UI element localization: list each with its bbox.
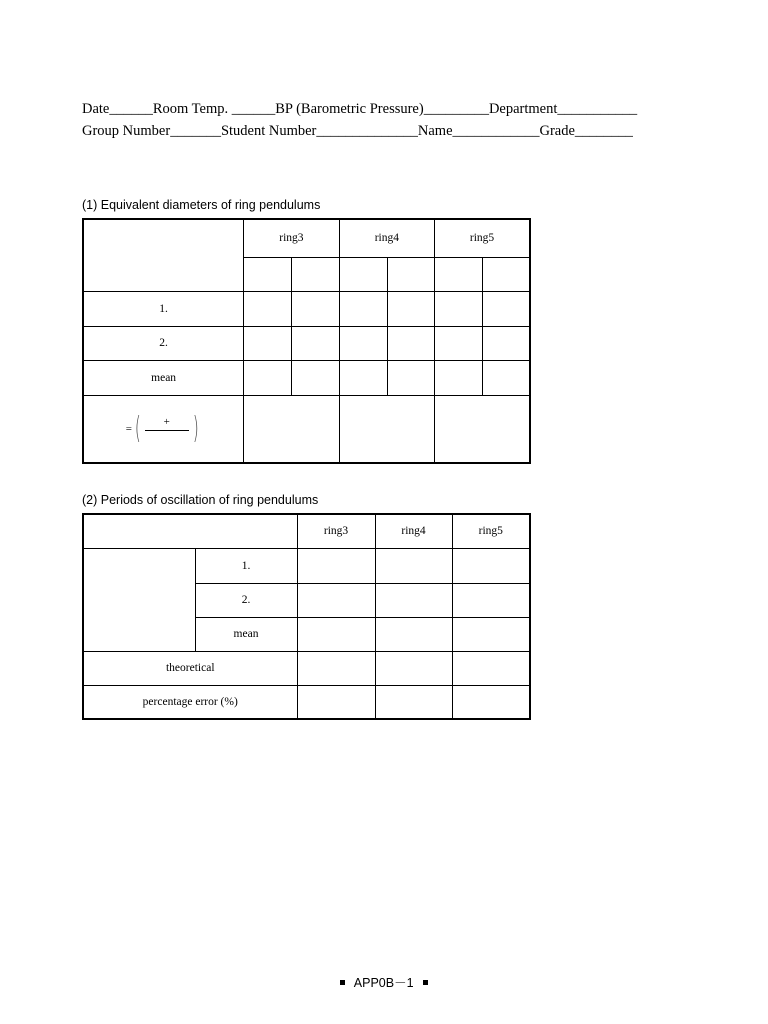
table1-formula-ring3[interactable] <box>244 395 339 463</box>
table2-cell[interactable] <box>297 685 375 719</box>
formula-equals: = <box>125 422 132 435</box>
table1-row-label: 1. <box>83 291 244 326</box>
table2-group-label-cell <box>83 548 195 651</box>
table1-cell[interactable] <box>483 360 530 395</box>
formula-plus: + <box>163 416 170 429</box>
table2-row-error <box>83 685 530 719</box>
table2-header-row <box>83 514 530 548</box>
table2-row-label: mean <box>195 617 297 651</box>
table2-error-label: percentage error (%) <box>83 685 297 719</box>
header-line-1 <box>82 101 637 118</box>
table1-cell[interactable] <box>339 291 387 326</box>
table2-cell[interactable] <box>375 583 452 617</box>
table1-cell[interactable] <box>339 257 387 291</box>
table2-corner-cell <box>83 514 297 548</box>
table1-cell[interactable] <box>435 291 483 326</box>
table1-cell[interactable] <box>292 291 339 326</box>
square-bullet-icon <box>340 980 345 985</box>
table2-row-theoretical <box>83 651 530 685</box>
table2-theoretical-label: theoretical <box>83 651 297 685</box>
section1-title: (1) Equivalent diameters of ring pendulums <box>82 198 321 212</box>
table1-cell[interactable] <box>387 257 434 291</box>
table1-cell[interactable] <box>244 326 292 360</box>
table1-cell[interactable] <box>292 257 339 291</box>
periods-table <box>82 513 531 720</box>
table1-row-1 <box>83 291 530 326</box>
table2-cell[interactable] <box>452 651 530 685</box>
table1-cell[interactable] <box>387 326 434 360</box>
table1-cell[interactable] <box>244 360 292 395</box>
table1-cell[interactable] <box>435 360 483 395</box>
table2-cell[interactable] <box>452 548 530 583</box>
table1-corner-cell <box>83 219 244 291</box>
table2-cell[interactable] <box>297 651 375 685</box>
table2-row-label: 1. <box>195 548 297 583</box>
header-line-2 <box>82 123 633 140</box>
table2-cell[interactable] <box>452 617 530 651</box>
left-paren-icon: ( <box>134 410 141 446</box>
table1-header-ring3: ring3 <box>244 219 339 257</box>
table2-header-ring3: ring3 <box>297 514 375 548</box>
table2-cell[interactable] <box>375 651 452 685</box>
table1-cell[interactable] <box>244 257 292 291</box>
table1-formula-ring5[interactable] <box>435 395 530 463</box>
table2-cell[interactable] <box>375 548 452 583</box>
equivalent-diameters-table <box>82 218 531 464</box>
page-number: APP0B－1 <box>353 976 414 990</box>
table1-cell[interactable] <box>339 360 387 395</box>
table2-cell[interactable] <box>297 583 375 617</box>
table2-cell[interactable] <box>375 685 452 719</box>
table2-cell[interactable] <box>452 583 530 617</box>
table1-cell[interactable] <box>435 326 483 360</box>
square-bullet-icon <box>423 980 428 985</box>
right-paren-icon: ) <box>192 410 199 446</box>
table2-row-1 <box>83 548 530 583</box>
table2-cell[interactable] <box>297 617 375 651</box>
table1-cell[interactable] <box>292 326 339 360</box>
table2-header-ring5: ring5 <box>452 514 530 548</box>
table1-cell[interactable] <box>387 291 434 326</box>
table2-header-ring4: ring4 <box>375 514 452 548</box>
table1-row-mean <box>83 360 530 395</box>
table1-cell[interactable] <box>483 257 530 291</box>
table1-row-label: mean <box>83 360 244 395</box>
header-fields-line-1: Date______Room Temp. ______BP (Barometric Pressure)_________Department___________ <box>82 101 638 117</box>
table2-cell[interactable] <box>375 617 452 651</box>
table1-cell[interactable] <box>435 257 483 291</box>
table1-cell[interactable] <box>483 326 530 360</box>
table2-cell[interactable] <box>452 685 530 719</box>
header-fields-line-2: Group Number_______Student Number______________Name____________Grade________ <box>82 123 633 139</box>
table2-row-label: 2. <box>195 583 297 617</box>
table1-cell[interactable] <box>387 360 434 395</box>
table1-row-label: 2. <box>83 326 244 360</box>
page-footer <box>0 973 768 991</box>
table1-header-ring5: ring5 <box>435 219 530 257</box>
section2-title: (2) Periods of oscillation of ring pendulums <box>82 493 319 507</box>
table1-header-ring4: ring4 <box>339 219 434 257</box>
table1-cell[interactable] <box>483 291 530 326</box>
table1-formula-cell <box>83 395 244 463</box>
table2-cell[interactable] <box>297 548 375 583</box>
formula-fraction <box>145 416 189 441</box>
table1-cell[interactable] <box>292 360 339 395</box>
fraction-bar <box>145 430 189 431</box>
table1-cell[interactable] <box>244 291 292 326</box>
equivalent-diameter-formula <box>125 410 202 446</box>
table1-cell[interactable] <box>339 326 387 360</box>
table1-row-formula <box>83 395 530 463</box>
table1-row-2 <box>83 326 530 360</box>
table1-formula-ring4[interactable] <box>339 395 434 463</box>
